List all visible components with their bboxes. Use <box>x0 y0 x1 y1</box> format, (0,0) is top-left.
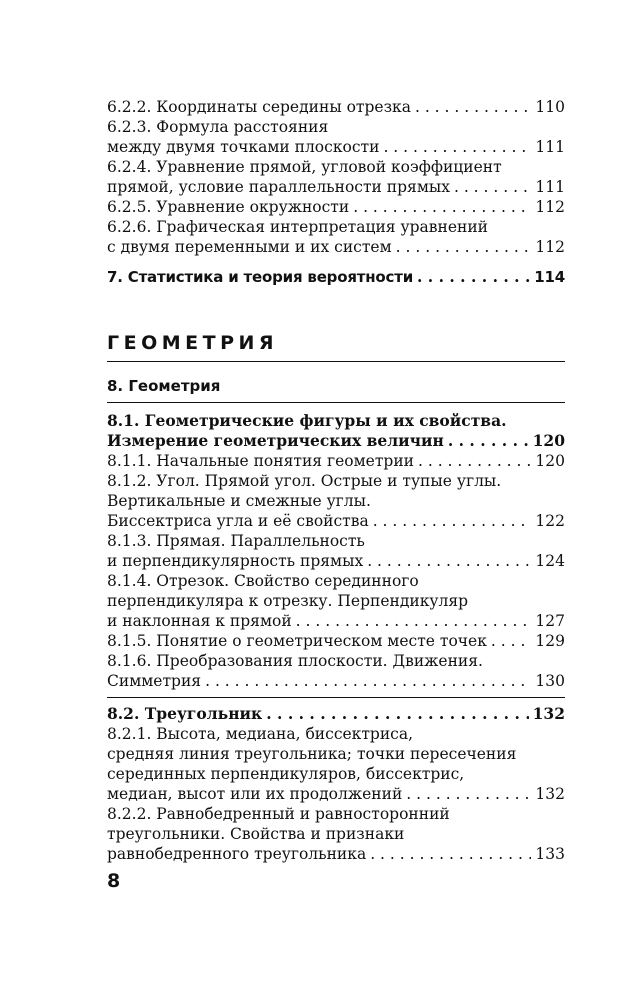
toc-entry-text: серединных перпендикуляров, биссектрис, <box>107 765 465 783</box>
dot-leader <box>296 611 532 631</box>
toc-entry-text: перпендикуляра к отрезку. Перпендикуляр <box>107 592 469 610</box>
toc-entry-8-1-4-line2 <box>107 591 565 611</box>
toc-entry-6-2-4-line1 <box>107 157 565 177</box>
toc-page-number: 132 <box>532 704 565 723</box>
toc-page-number: 120 <box>535 452 565 470</box>
toc-entry-text: 6.2.3. Формула расстояния <box>107 118 329 136</box>
dot-leader <box>491 631 532 651</box>
toc-entry-text: медиан, высот или их продолжений <box>107 785 403 803</box>
toc-entry-text: с двумя переменными и их систем <box>107 238 392 256</box>
dot-leader <box>353 197 531 217</box>
toc-entry-8-2-2-line2 <box>107 824 565 844</box>
toc-entry-text: 6.2.6. Графическая интерпретация уравнений <box>107 218 488 236</box>
toc-entry-text: 6.2.4. Уравнение прямой, угловой коэффициент <box>107 158 502 176</box>
toc-entry-text: 8.1.2. Угол. Прямой угол. Острые и тупые углы. <box>107 472 502 490</box>
dot-leader <box>418 451 531 471</box>
toc-entry-text: 8.2.2. Равнобедренный и равносторонний <box>107 805 450 823</box>
toc-entry-text: 8.1.5. Понятие о геометрическом месте точек <box>107 632 487 650</box>
toc-entry-8-1-4-line1 <box>107 571 565 591</box>
toc-entry-text: средняя линия треугольника; точки пересечения <box>107 745 517 763</box>
toc-entry-text: Биссектриса угла и её свойства <box>107 512 369 530</box>
toc-entry-8-2-1-line3 <box>107 764 565 784</box>
toc-page-number: 124 <box>535 552 565 570</box>
toc-section-text: Измерение геометрических величин <box>107 431 444 450</box>
dot-leader <box>406 784 531 804</box>
toc-entry-8-1-5 <box>107 631 565 651</box>
toc-page-number: 130 <box>535 672 565 690</box>
toc-entry-6-2-3-line1 <box>107 117 565 137</box>
toc-entry-text: 8.1.6. Преобразования плоскости. Движения. <box>107 652 483 670</box>
toc-entry-6-2-3-line2 <box>107 137 565 157</box>
toc-page-number: 111 <box>535 138 565 156</box>
toc-entry-text: 6.2.5. Уравнение окружности <box>107 198 350 216</box>
toc-entry-text: прямой, условие параллельности прямых <box>107 178 450 196</box>
toc-entry-8-1-3-line1 <box>107 531 565 551</box>
dot-leader <box>373 511 532 531</box>
toc-entry-8-1-6-line2 <box>107 671 565 691</box>
dot-leader <box>370 844 531 864</box>
toc-entry-text: Вертикальные и смежные углы. <box>107 492 371 510</box>
toc-entry-text: 8.2.1. Высота, медиана, биссектриса, <box>107 725 414 743</box>
dot-leader <box>448 431 529 451</box>
toc-entry-8-1-6-line1 <box>107 651 565 671</box>
toc-entry-8-1-2-line3 <box>107 511 565 531</box>
toc-entry-6-2-6-line1 <box>107 217 565 237</box>
toc-section-8-1-line2 <box>107 431 565 451</box>
toc-entry-8-2-1-line1 <box>107 724 565 744</box>
toc-page-number: 112 <box>535 238 565 256</box>
toc-page-number: 112 <box>535 198 565 216</box>
chapter-8-title: 8. Геометрия <box>107 377 221 395</box>
toc-page-number: 122 <box>535 512 565 530</box>
chapter-title: 7. Статистика и теория вероятности <box>107 268 414 286</box>
toc-section-8-1-line1 <box>107 411 565 431</box>
toc-entry-text: между двумя точками плоскости <box>107 138 380 156</box>
toc-page-number: 111 <box>535 178 565 196</box>
dot-leader <box>266 704 528 724</box>
toc-entry-8-1-2-line1 <box>107 471 565 491</box>
toc-entry-6-2-6-line2 <box>107 237 565 257</box>
toc-entry-8-2-2-line1 <box>107 804 565 824</box>
toc-entry-6-2-4-line2 <box>107 177 565 197</box>
toc-section-text: 8.1. Геометрические фигуры и их свойства. <box>107 411 507 430</box>
toc-page-number: 110 <box>535 98 565 116</box>
dot-leader <box>367 551 531 571</box>
dot-leader <box>417 267 530 287</box>
toc-entry-text: и наклонная к прямой <box>107 612 292 630</box>
toc-page-number: 127 <box>535 612 565 630</box>
toc-entry-6-2-2 <box>107 97 565 117</box>
toc-entry-8-2-1-line4 <box>107 784 565 804</box>
toc-page-number: 129 <box>535 632 565 650</box>
toc-entry-8-1-3-line2 <box>107 551 565 571</box>
toc-entry-text: 6.2.2. Координаты середины отрезка <box>107 98 411 116</box>
page-number: 8 <box>107 870 121 892</box>
toc-page <box>107 97 565 864</box>
toc-page-number: 133 <box>535 845 565 863</box>
section-heading: ГЕОМЕТРИЯ <box>107 332 279 354</box>
toc-entry-text: и перпендикулярность прямых <box>107 552 364 570</box>
toc-entry-text: 8.1.3. Прямая. Параллельность <box>107 532 365 550</box>
toc-page-number: 114 <box>534 268 565 286</box>
toc-entry-8-2-1-line2 <box>107 744 565 764</box>
toc-entry-8-1-1 <box>107 451 565 471</box>
toc-section-text: 8.2. Треугольник <box>107 704 263 723</box>
toc-chapter-7 <box>107 267 565 287</box>
toc-entry-text: 8.1.1. Начальные понятия геометрии <box>107 452 414 470</box>
dot-leader <box>454 177 531 197</box>
toc-entry-8-1-4-line3 <box>107 611 565 631</box>
toc-entry-text: равнобедренного треугольника <box>107 845 367 863</box>
dot-leader <box>396 237 532 257</box>
dot-leader <box>383 137 531 157</box>
toc-entry-text: 8.1.4. Отрезок. Свойство серединного <box>107 572 419 590</box>
toc-page-number: 120 <box>532 431 565 450</box>
toc-entry-8-1-2-line2 <box>107 491 565 511</box>
toc-page-number: 132 <box>535 785 565 803</box>
dot-leader <box>205 671 531 691</box>
toc-entry-6-2-5 <box>107 197 565 217</box>
toc-entry-text: Симметрия <box>107 672 202 690</box>
toc-section-8-2 <box>107 704 565 724</box>
toc-entry-8-2-2-line3 <box>107 844 565 864</box>
dot-leader <box>415 97 531 117</box>
toc-entry-text: треугольники. Свойства и признаки <box>107 825 405 843</box>
